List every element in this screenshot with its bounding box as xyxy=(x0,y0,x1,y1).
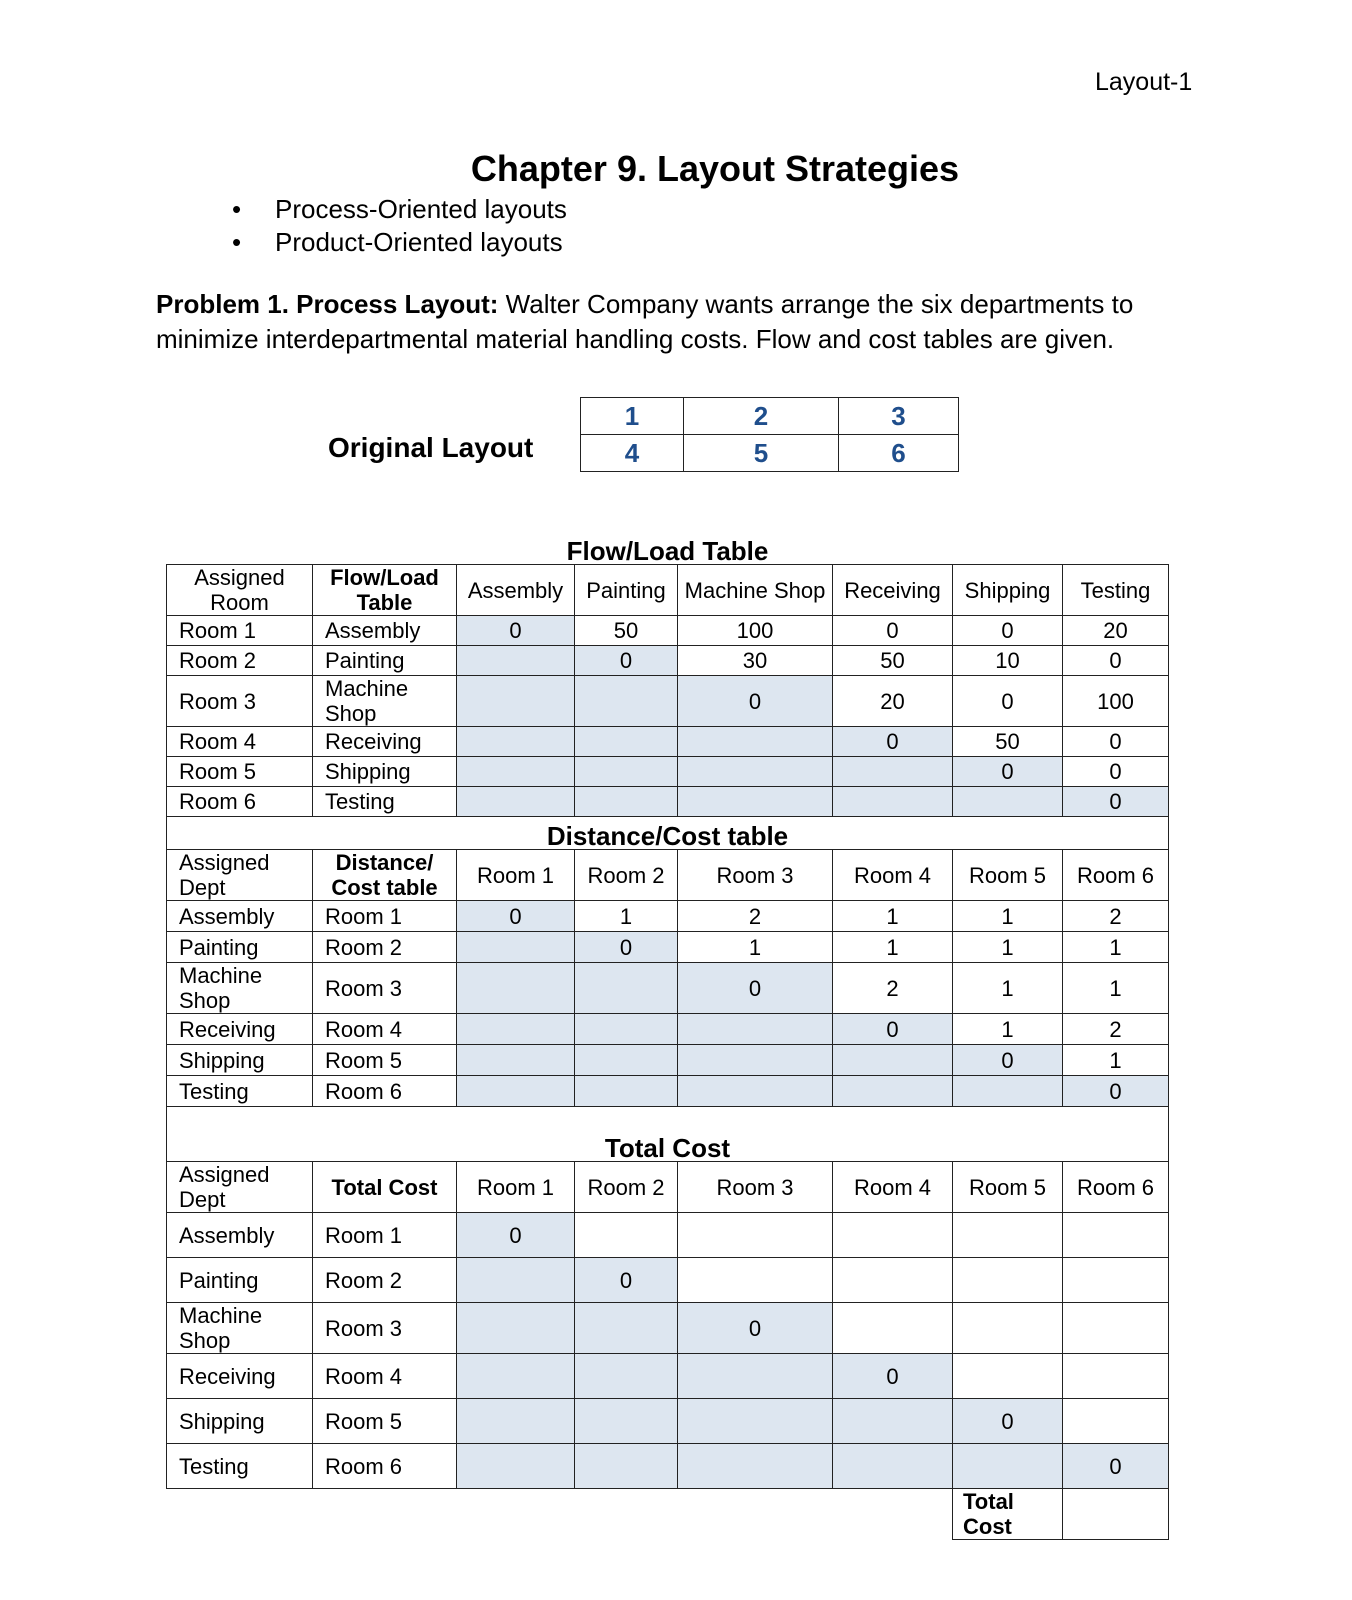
table-cell: 0 xyxy=(575,1258,678,1303)
table-cell: Shipping xyxy=(167,1045,313,1076)
header-cell: Room 5 xyxy=(953,850,1063,901)
table-cell xyxy=(953,1303,1063,1354)
table-cell: 2 xyxy=(678,901,833,932)
table-cell xyxy=(953,1354,1063,1399)
table-row xyxy=(167,1258,1169,1303)
table-cell: 1 xyxy=(953,932,1063,963)
table-cell: 1 xyxy=(833,932,953,963)
original-layout-label: Original Layout xyxy=(328,432,534,463)
table-cell xyxy=(1063,1213,1169,1258)
header-cell: Shipping xyxy=(953,565,1063,616)
problem-lead: Problem 1. Process Layout: xyxy=(156,289,499,319)
table-cell: 1 xyxy=(953,1014,1063,1045)
problem-text: Walter Company wants arrange the six departments to minimize interdepartmental material handling costs. Flow and cost tables are given. xyxy=(156,289,1134,354)
table-cell: 20 xyxy=(833,676,953,727)
table-row xyxy=(167,1213,1169,1258)
table-cell xyxy=(575,1045,678,1076)
table-cell: Room 2 xyxy=(167,646,313,676)
table-row xyxy=(167,901,1169,932)
table-row xyxy=(167,616,1169,646)
table-cell: Painting xyxy=(167,932,313,963)
header-cell: Room 2 xyxy=(575,850,678,901)
table-cell: 0 xyxy=(1063,1444,1169,1489)
header-row xyxy=(167,565,1169,616)
table-cell xyxy=(678,727,833,757)
table-cell: Receiving xyxy=(167,1354,313,1399)
section-title-row xyxy=(167,532,1169,565)
table-cell xyxy=(1063,1303,1169,1354)
table-cell xyxy=(457,932,575,963)
table-cell xyxy=(833,1444,953,1489)
table-cell xyxy=(575,1076,678,1107)
table-cell: 50 xyxy=(833,646,953,676)
layout-cell: 5 xyxy=(684,435,839,472)
table-cell: Room 5 xyxy=(313,1045,457,1076)
layout-cell: 6 xyxy=(839,435,959,472)
table-cell: 0 xyxy=(1063,757,1169,787)
layout-row xyxy=(581,435,959,472)
total-cost-row xyxy=(167,1489,1169,1540)
table-cell: 0 xyxy=(1063,1076,1169,1107)
table-cell: Room 3 xyxy=(313,1303,457,1354)
table-cell xyxy=(575,757,678,787)
table-cell xyxy=(457,1045,575,1076)
table-cell xyxy=(678,1014,833,1045)
table-cell: Painting xyxy=(313,646,457,676)
table-cell: 1 xyxy=(833,901,953,932)
total-cost-label: Total Cost xyxy=(953,1489,1063,1540)
table-cell: Testing xyxy=(167,1076,313,1107)
table-cell: 0 xyxy=(953,757,1063,787)
table-cell: 0 xyxy=(1063,787,1169,817)
table-cell: 1 xyxy=(678,932,833,963)
table-cell xyxy=(953,1213,1063,1258)
header-cell: Room 3 xyxy=(678,850,833,901)
table-cell xyxy=(678,1258,833,1303)
table-cell: Room 6 xyxy=(167,787,313,817)
table-cell: Receiving xyxy=(313,727,457,757)
table-cell: Assembly xyxy=(167,1213,313,1258)
table-cell: Room 2 xyxy=(313,932,457,963)
section-title: Distance/Cost table xyxy=(167,817,1169,850)
table-cell: 0 xyxy=(833,727,953,757)
table-cell xyxy=(678,1444,833,1489)
table-row xyxy=(167,1303,1169,1354)
table-row xyxy=(167,1045,1169,1076)
table-cell xyxy=(678,1045,833,1076)
table-cell: 0 xyxy=(833,616,953,646)
table-cell: 0 xyxy=(953,616,1063,646)
layout-cell: 4 xyxy=(581,435,684,472)
table-cell: 50 xyxy=(953,727,1063,757)
table-cell: Assembly xyxy=(167,901,313,932)
table-cell: 2 xyxy=(833,963,953,1014)
table-cell xyxy=(833,1399,953,1444)
table-cell xyxy=(678,1354,833,1399)
table-cell: 0 xyxy=(1063,646,1169,676)
table-row xyxy=(167,963,1169,1014)
header-cell: Room 1 xyxy=(457,850,575,901)
header-cell: Room 1 xyxy=(457,1162,575,1213)
table-cell: 1 xyxy=(1063,932,1169,963)
table-cell: Testing xyxy=(313,787,457,817)
table-cell: 0 xyxy=(953,1045,1063,1076)
table-cell xyxy=(575,1399,678,1444)
bullet-item: • Product-Oriented layouts xyxy=(205,226,567,259)
table-cell: 0 xyxy=(457,616,575,646)
table-cell xyxy=(457,1444,575,1489)
table-cell xyxy=(678,757,833,787)
table-cell: 1 xyxy=(953,963,1063,1014)
table-row xyxy=(167,1399,1169,1444)
header-cell: Room 5 xyxy=(953,1162,1063,1213)
table-cell: Room 5 xyxy=(167,757,313,787)
table-cell: 0 xyxy=(953,1399,1063,1444)
table-cell: Machine Shop xyxy=(167,1303,313,1354)
header-cell: Room 3 xyxy=(678,1162,833,1213)
table-cell xyxy=(575,676,678,727)
table-cell xyxy=(678,787,833,817)
header-cell: Machine Shop xyxy=(678,565,833,616)
table-cell: 0 xyxy=(953,676,1063,727)
blank-cell xyxy=(167,1489,953,1540)
table-cell: Room 4 xyxy=(313,1014,457,1045)
table-cell: Room 1 xyxy=(313,901,457,932)
table-cell: 0 xyxy=(457,901,575,932)
table-cell xyxy=(457,1354,575,1399)
table-row xyxy=(167,1354,1169,1399)
analysis-table xyxy=(166,532,1169,1540)
table-cell xyxy=(575,1303,678,1354)
table-cell xyxy=(457,676,575,727)
header-cell: Room 6 xyxy=(1063,1162,1169,1213)
header-cell: Total Cost xyxy=(313,1162,457,1213)
total-cost-value xyxy=(1063,1489,1169,1540)
table-cell: 0 xyxy=(1063,727,1169,757)
table-cell xyxy=(457,1399,575,1444)
table-cell: Shipping xyxy=(313,757,457,787)
table-row xyxy=(167,1444,1169,1489)
table-cell: Machine Shop xyxy=(167,963,313,1014)
table-row xyxy=(167,787,1169,817)
layout-cell: 1 xyxy=(581,398,684,435)
table-cell xyxy=(833,1258,953,1303)
header-cell: Assigned Dept xyxy=(167,850,313,901)
table-cell: 1 xyxy=(1063,963,1169,1014)
table-cell xyxy=(1063,1354,1169,1399)
table-cell xyxy=(457,1303,575,1354)
table-cell xyxy=(457,1014,575,1045)
table-cell xyxy=(833,787,953,817)
table-row xyxy=(167,1014,1169,1045)
table-cell: Room 3 xyxy=(167,676,313,727)
header-cell: Room 4 xyxy=(833,850,953,901)
table-cell: Painting xyxy=(167,1258,313,1303)
header-cell: Flow/Load Table xyxy=(313,565,457,616)
page-label: Layout-1 xyxy=(1095,68,1193,96)
table-cell: 0 xyxy=(457,1213,575,1258)
header-cell: Room 6 xyxy=(1063,850,1169,901)
table-row xyxy=(167,646,1169,676)
table-cell: 0 xyxy=(833,1014,953,1045)
header-cell: Room 2 xyxy=(575,1162,678,1213)
table-cell: 0 xyxy=(575,932,678,963)
table-cell xyxy=(953,787,1063,817)
section-title-row xyxy=(167,817,1169,850)
header-row xyxy=(167,850,1169,901)
header-cell: Testing xyxy=(1063,565,1169,616)
table-cell: Room 6 xyxy=(313,1444,457,1489)
table-cell: 30 xyxy=(678,646,833,676)
header-cell: Receiving xyxy=(833,565,953,616)
header-cell: Assigned Room xyxy=(167,565,313,616)
table-cell xyxy=(953,1444,1063,1489)
table-cell: 0 xyxy=(678,963,833,1014)
header-cell: Room 4 xyxy=(833,1162,953,1213)
table-cell xyxy=(1063,1399,1169,1444)
table-cell: Room 1 xyxy=(167,616,313,646)
table-cell xyxy=(575,1213,678,1258)
table-cell: Assembly xyxy=(313,616,457,646)
table-cell: Shipping xyxy=(167,1399,313,1444)
section-title: Total Cost xyxy=(167,1107,1169,1162)
layout-cell: 2 xyxy=(684,398,839,435)
bullet-list xyxy=(205,193,567,259)
table-cell xyxy=(457,1258,575,1303)
table-cell: 2 xyxy=(1063,1014,1169,1045)
table-cell xyxy=(457,1076,575,1107)
table-cell xyxy=(953,1258,1063,1303)
table-cell xyxy=(457,787,575,817)
table-cell xyxy=(678,1399,833,1444)
table-cell xyxy=(833,1213,953,1258)
table-cell: 100 xyxy=(678,616,833,646)
table-cell: 1 xyxy=(575,901,678,932)
table-cell: 0 xyxy=(678,676,833,727)
table-cell: Machine Shop xyxy=(313,676,457,727)
table-cell: 1 xyxy=(1063,1045,1169,1076)
table-cell xyxy=(575,1014,678,1045)
table-cell: Room 6 xyxy=(313,1076,457,1107)
table-cell xyxy=(833,1303,953,1354)
table-cell xyxy=(833,1076,953,1107)
layout-row xyxy=(581,398,959,435)
table-cell xyxy=(1063,1258,1169,1303)
table-cell xyxy=(833,757,953,787)
table-cell: Room 4 xyxy=(313,1354,457,1399)
table-cell xyxy=(953,1076,1063,1107)
table-cell: 2 xyxy=(1063,901,1169,932)
table-cell xyxy=(457,757,575,787)
table-cell xyxy=(678,1076,833,1107)
header-cell: Distance/ Cost table xyxy=(313,850,457,901)
table-cell: Testing xyxy=(167,1444,313,1489)
page-title: Chapter 9. Layout Strategies xyxy=(470,148,960,189)
table-cell: 1 xyxy=(953,901,1063,932)
table-cell xyxy=(457,963,575,1014)
bullet-item: • Process-Oriented layouts xyxy=(205,193,567,226)
table-cell xyxy=(833,1045,953,1076)
table-cell: Room 2 xyxy=(313,1258,457,1303)
table-cell xyxy=(457,727,575,757)
table-row xyxy=(167,727,1169,757)
table-row xyxy=(167,757,1169,787)
table-cell: Receiving xyxy=(167,1014,313,1045)
table-cell xyxy=(575,727,678,757)
section-title-row xyxy=(167,1107,1169,1162)
problem-statement xyxy=(156,287,1206,357)
table-cell: Room 1 xyxy=(313,1213,457,1258)
header-row xyxy=(167,1162,1169,1213)
header-cell: Painting xyxy=(575,565,678,616)
original-layout-grid xyxy=(580,397,959,472)
header-cell: Assigned Dept xyxy=(167,1162,313,1213)
table-cell xyxy=(575,787,678,817)
table-cell: 10 xyxy=(953,646,1063,676)
table-row xyxy=(167,1076,1169,1107)
table-cell: 0 xyxy=(678,1303,833,1354)
table-cell xyxy=(575,1444,678,1489)
table-cell: 100 xyxy=(1063,676,1169,727)
table-cell: 0 xyxy=(833,1354,953,1399)
table-cell: Room 5 xyxy=(313,1399,457,1444)
table-cell: Room 3 xyxy=(313,963,457,1014)
table-row xyxy=(167,676,1169,727)
table-cell: 50 xyxy=(575,616,678,646)
section-title: Flow/Load Table xyxy=(566,536,769,566)
table-row xyxy=(167,932,1169,963)
table-cell: 20 xyxy=(1063,616,1169,646)
table-cell xyxy=(575,963,678,1014)
table-cell: 0 xyxy=(575,646,678,676)
table-cell xyxy=(575,1354,678,1399)
header-cell: Assembly xyxy=(457,565,575,616)
table-cell: Room 4 xyxy=(167,727,313,757)
layout-cell: 3 xyxy=(839,398,959,435)
table-cell xyxy=(457,646,575,676)
table-cell xyxy=(678,1213,833,1258)
